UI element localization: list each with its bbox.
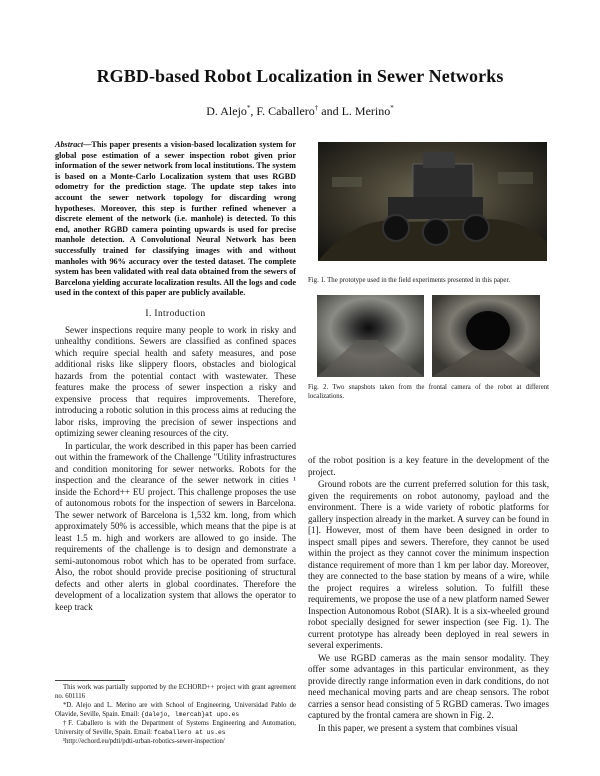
intro-paragraph-2-continued: of the robot position is a key feature in the development of the project. (308, 455, 549, 477)
footnote-affiliation-1: *D. Alejo and L. Merino are with School of Engineering, Universidad Pablo de Olavide, Seville, Spain. Email: {dalejo, lmercab}at upo.es (55, 701, 296, 718)
abstract (55, 140, 296, 299)
figure-1-caption: Fig. 1. The prototype used in the field experiments presented in this paper. (308, 277, 511, 284)
right-column-text (308, 455, 549, 734)
email-1: {dalejo, lmercab}at upo.es (140, 710, 240, 718)
abstract-label: Abstract (55, 140, 84, 149)
intro-paragraph-1: Sewer inspections require many people to work in risky and unhealthy conditions. Sewers are classified as confined spaces which require special health and safety measures, and pose additional risks like slippery floors, obstacles and biological hazards from the potential contact with wastewater. These features make the process of sewer inspection a risky and expensive process that requires improvements. Therefore, introducing a robotic solution in this process aims at reducing the labor risks, improving the precision of sewer inspections and optimizing sewer cleaning resources of the city. (55, 324, 296, 439)
footnote-affiliation-2: †F. Caballero is with the Department of Systems Engineering and Automation, University of Seville, Spain. Email: fcaballero at us.es (55, 719, 296, 736)
paper-authors: D. Alejo*, F. Caballero† and L. Merino* (206, 104, 394, 118)
abstract-text: —This paper presents a vision-based localization system for global pose estimation of a sewer inspection robot given prior information of the sewer network from local institutions. The system is based on a Monte-Carlo Localization system that uses RGBD odometry for the prediction stage. The update step takes into account the sewer network topology for discarding wrong hypotheses. Moreover, this step is further refined whenever a discrete element of the network (i.e. manhole) is detected. To this end, another RGBD camera pointing upwards is used for precise manhole detection. A Convolutional Neural Network has been successfully trained for classifying images with and without manholes with 96% accuracy over the tested dataset. The complete system has been validated with real data obtained from the sewers of Barcelona yielding accurate localization results. All the logs and code used in the context of this paper are publicly available. (55, 140, 296, 298)
footnote-rule (55, 680, 125, 681)
footnotes (55, 680, 296, 747)
intro-paragraph-3: Ground robots are the current preferred solution for this task, given the requirements on robot autonomy, payload and the environment. There is a wide variety of robotic platforms for gallery inspection already in the market. A survey can be found in [1]. However, most of them have been designed in order to inspect small pipes and sewers. Therefore, they cannot be used within the project as they cannot cover the minimum inspection distance requirement of more than 1 km per labor day. Moreover, they are connected to the base station by means of a wire, while the project requires a wireless solution. To fulfill these requirements, we propose the use of a new platform named Sewer Inspection Autonomous Robot (SIAR). It is a six-wheeled ground robot specially designed for sewer inspection (see Fig. 1). The current prototype has already been deployed in real sewers in several experiments. (308, 479, 549, 650)
section-heading-introduction: I. Introduction (145, 308, 206, 319)
footnote-support: This work was partially supported by the ECHORD++ project with grant agreement no. 601116 (55, 684, 296, 700)
introduction-body (55, 325, 296, 614)
intro-paragraph-5: In this paper, we present a system that combines visual (318, 722, 518, 733)
intro-paragraph-4: We use RGBD cameras as the main sensor modality. They offer some advantages in this particular environment, as they provide directly range information even in dark conditions, do not need mechanical moving parts and are cheap sensors. The robot carries a sensor head consisting of 5 RGBD cameras. Two images captured by the frontal camera are shown in Fig. 2. (308, 652, 549, 720)
figure-2a-sewer-snapshot (317, 295, 424, 377)
intro-paragraph-2: In particular, the work described in this paper has been carried out within the framework of the Challenge "Utility infrastructures and condition monitoring for sewer networks. Robots for the inspection and the clearance of the sewer network in cities ¹ inside the Echord++ EU project. This challenge proposes the use of autonomous robots for the inspection of sewers in Barcelona. The sewer network of Barcelona is 1,532 km. long, from which approximately 50% is accessible, which means that the pipe is at least 1.5 m. high and workers are allowed to go inside. The requirements of the challenge is to design and demonstrate a semi-autonomous robot which has to be operated from surface. Also, the robot should provide precise positioning of structural defects and other alerts in global coordinates. Therefore the development of a localization system that allows the operator to keep track (55, 440, 296, 612)
figure-2-caption: Fig. 2. Two snapshots taken from the frontal camera of the robot at different localizations. (308, 384, 549, 400)
figure-2b-sewer-snapshot (432, 295, 540, 377)
paper-title: RGBD-based Robot Localization in Sewer Networks (96, 66, 504, 86)
footnote-url[interactable]: ¹http://echord.eu/pdti/pdti-urban-robotics-sewer-inspection/ (63, 737, 225, 745)
email-2: fcaballero at us.es (153, 728, 226, 736)
figure-1-robot-photo (318, 142, 547, 261)
left-column (55, 140, 296, 613)
